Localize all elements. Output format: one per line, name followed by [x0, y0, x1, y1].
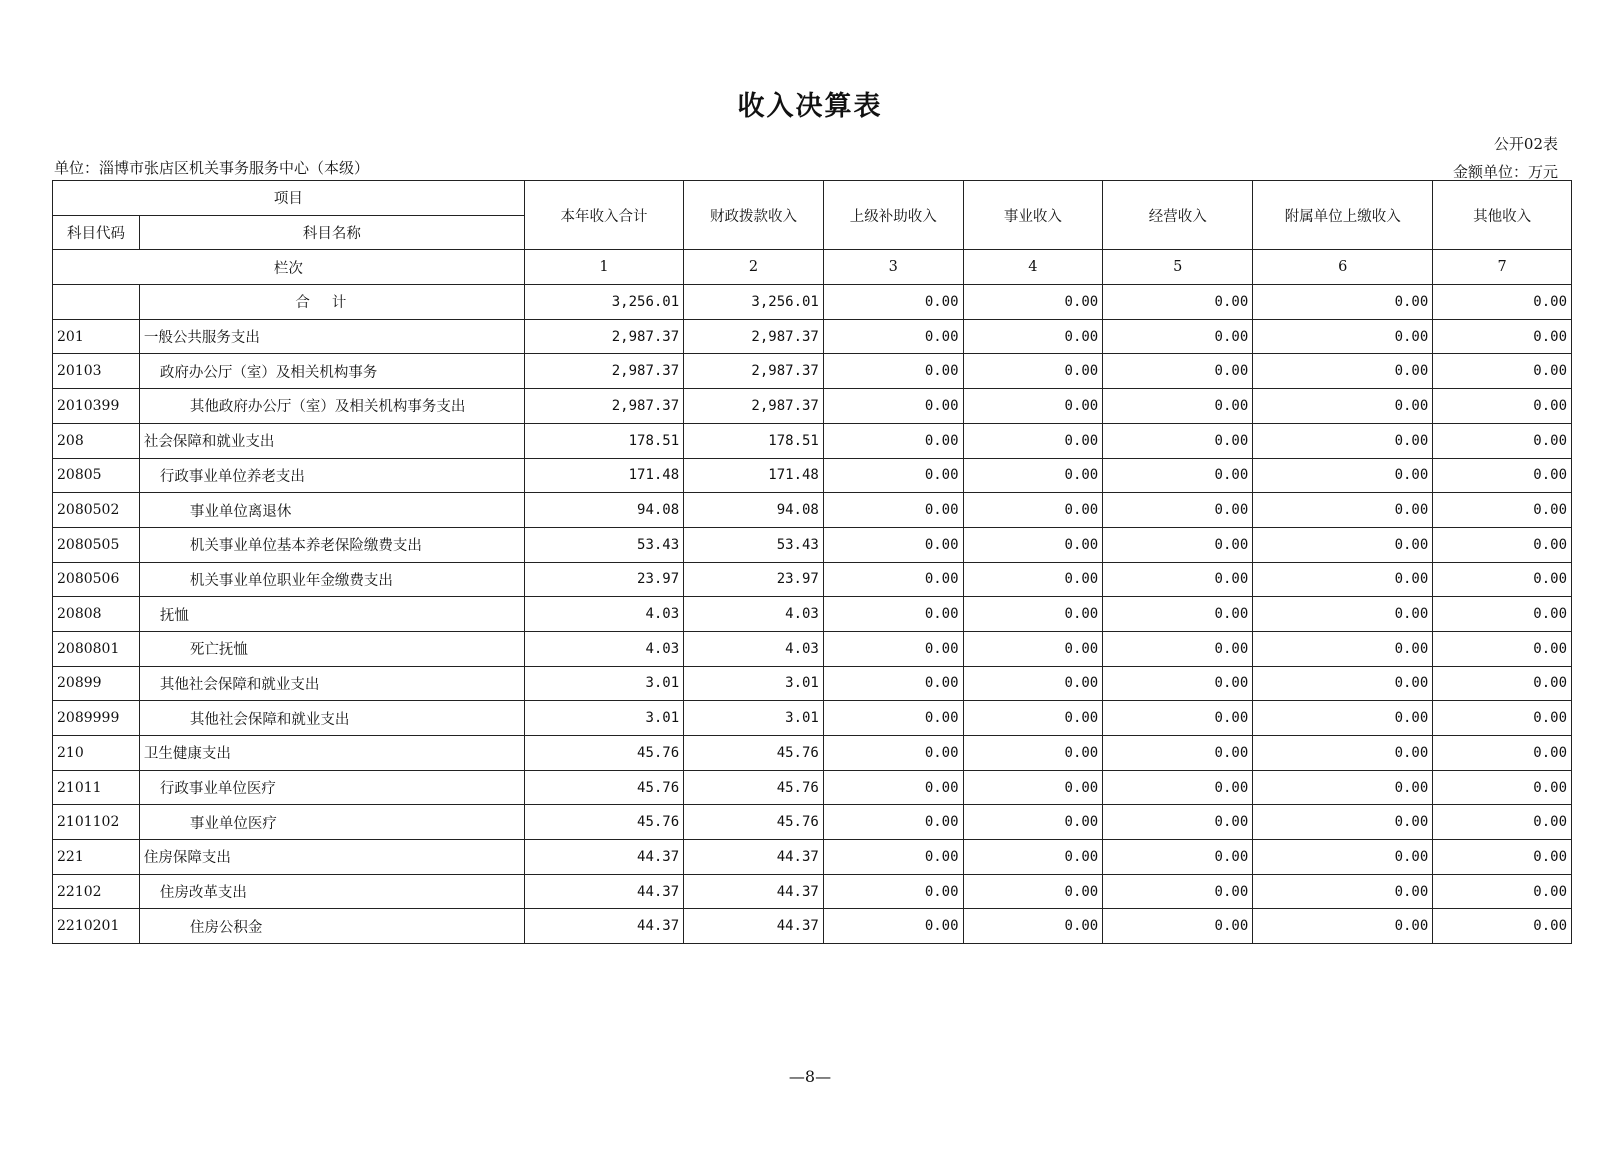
amount-cell: 45.76: [524, 736, 683, 771]
amount-cell: 2,987.37: [684, 354, 824, 389]
table-row: [53, 840, 1572, 875]
subject-name: 机关事业单位职业年金缴费支出: [139, 562, 524, 597]
subject-code: 2089999: [53, 701, 140, 736]
amount-cell: 0.00: [1253, 319, 1433, 354]
subject-name: 事业单位医疗: [139, 805, 524, 840]
amount-cell: 4.03: [684, 631, 824, 666]
amount-cell: 44.37: [524, 840, 683, 875]
subject-code: 2210201: [53, 909, 140, 944]
amount-cell: 0.00: [1253, 805, 1433, 840]
amount-cell: 23.97: [524, 562, 683, 597]
amount-cell: 0.00: [1433, 597, 1572, 632]
amount-cell: 0.00: [1433, 389, 1572, 424]
amount-cell: 0.00: [1253, 354, 1433, 389]
amount-cell: 44.37: [684, 909, 824, 944]
amount-cell: 0.00: [1103, 319, 1253, 354]
amount-cell: 0.00: [1433, 736, 1572, 771]
amount-cell: 0.00: [1103, 874, 1253, 909]
subject-name: 其他社会保障和就业支出: [139, 666, 524, 701]
column-number: 3: [823, 250, 963, 285]
amount-cell: 0.00: [963, 631, 1103, 666]
col-header-4: 事业收入: [963, 181, 1103, 250]
amount-cell: 0.00: [823, 493, 963, 528]
subject-code: 20103: [53, 354, 140, 389]
amount-cell: 0.00: [823, 770, 963, 805]
amount-cell: 0.00: [1103, 909, 1253, 944]
amount-cell: 3.01: [524, 701, 683, 736]
amount-cell: 0.00: [1433, 770, 1572, 805]
amount-cell: 178.51: [524, 423, 683, 458]
amount-cell: 2,987.37: [524, 354, 683, 389]
amount-cell: 0.00: [1103, 805, 1253, 840]
table-row: [53, 493, 1572, 528]
amount-cell: 0.00: [963, 354, 1103, 389]
amount-cell: 0.00: [1253, 527, 1433, 562]
table-row: [53, 389, 1572, 424]
table-row: [53, 631, 1572, 666]
subject-name: 抚恤: [139, 597, 524, 632]
table-row: [53, 562, 1572, 597]
amount-cell: 0.00: [1433, 562, 1572, 597]
amount-cell: 45.76: [524, 770, 683, 805]
amount-cell: 45.76: [684, 770, 824, 805]
amount-cell: 0.00: [1253, 597, 1433, 632]
subject-code: 2080505: [53, 527, 140, 562]
table-row: [53, 805, 1572, 840]
amount-cell: 0.00: [823, 354, 963, 389]
amount-cell: 3.01: [684, 666, 824, 701]
amount-cell: 0.00: [1433, 423, 1572, 458]
amount-cell: 0.00: [1253, 840, 1433, 875]
amount-cell: 178.51: [684, 423, 824, 458]
subject-code: 2101102: [53, 805, 140, 840]
amount-cell: 0.00: [963, 770, 1103, 805]
amount-cell: 0.00: [1253, 389, 1433, 424]
amount-cell: 0.00: [1253, 423, 1433, 458]
amount-cell: 0.00: [823, 389, 963, 424]
amount-cell: 0.00: [963, 493, 1103, 528]
table-row: [53, 527, 1572, 562]
total-value: 3,256.01: [524, 285, 683, 320]
amount-cell: 0.00: [963, 389, 1103, 424]
item-header: 项目: [53, 181, 525, 216]
amount-cell: 0.00: [963, 666, 1103, 701]
amount-cell: 0.00: [963, 805, 1103, 840]
amount-cell: 3.01: [524, 666, 683, 701]
amount-cell: 0.00: [1253, 909, 1433, 944]
total-value: 0.00: [963, 285, 1103, 320]
amount-cell: 0.00: [823, 319, 963, 354]
total-value: 0.00: [1433, 285, 1572, 320]
amount-cell: 0.00: [1103, 840, 1253, 875]
amount-cell: 0.00: [823, 805, 963, 840]
subject-name: 其他社会保障和就业支出: [139, 701, 524, 736]
amount-cell: 0.00: [1103, 597, 1253, 632]
amount-cell: 0.00: [823, 909, 963, 944]
amount-cell: 0.00: [823, 597, 963, 632]
amount-cell: 0.00: [823, 701, 963, 736]
subject-code: 20808: [53, 597, 140, 632]
amount-cell: 0.00: [963, 909, 1103, 944]
amount-cell: 0.00: [963, 319, 1103, 354]
amount-cell: 2,987.37: [684, 319, 824, 354]
amount-cell: 0.00: [1433, 319, 1572, 354]
amount-cell: 0.00: [1103, 389, 1253, 424]
amount-cell: 0.00: [1253, 631, 1433, 666]
amount-cell: 0.00: [1253, 666, 1433, 701]
amount-cell: 171.48: [524, 458, 683, 493]
subject-name: 其他政府办公厅（室）及相关机构事务支出: [139, 389, 524, 424]
table-body: [53, 250, 1572, 944]
table-row: [53, 701, 1572, 736]
subject-name: 住房保障支出: [139, 840, 524, 875]
amount-cell: 4.03: [684, 597, 824, 632]
reporting-unit: 单位：淄博市张店区机关事务服务中心（本级）: [54, 159, 370, 177]
amount-cell: 0.00: [823, 527, 963, 562]
table-row: [53, 874, 1572, 909]
amount-cell: 0.00: [1253, 874, 1433, 909]
table-row: [53, 423, 1572, 458]
amount-cell: 0.00: [1253, 770, 1433, 805]
table-row: [53, 354, 1572, 389]
amount-cell: 45.76: [684, 736, 824, 771]
amount-cell: 0.00: [823, 562, 963, 597]
amount-cell: 0.00: [963, 597, 1103, 632]
total-value: 0.00: [1253, 285, 1433, 320]
column-number: 4: [963, 250, 1103, 285]
amount-cell: 0.00: [823, 874, 963, 909]
amount-cell: 0.00: [823, 458, 963, 493]
amount-cell: 2,987.37: [684, 389, 824, 424]
page-title: 收入决算表: [737, 91, 883, 122]
name-header: 科目名称: [139, 215, 524, 250]
total-row: [53, 285, 1572, 320]
table-row: [53, 666, 1572, 701]
col-header-3: 上级补助收入: [823, 181, 963, 250]
amount-cell: 0.00: [1253, 736, 1433, 771]
subject-name: 政府办公厅（室）及相关机构事务: [139, 354, 524, 389]
amount-cell: 0.00: [963, 701, 1103, 736]
amount-cell: 0.00: [963, 874, 1103, 909]
table-row: [53, 597, 1572, 632]
amount-cell: 0.00: [823, 631, 963, 666]
amount-cell: 0.00: [1433, 874, 1572, 909]
page-number: —8—: [788, 1067, 832, 1086]
amount-cell: 44.37: [684, 840, 824, 875]
column-number: 6: [1253, 250, 1433, 285]
amount-cell: 0.00: [1103, 631, 1253, 666]
subject-code: 210: [53, 736, 140, 771]
subject-code: 208: [53, 423, 140, 458]
amount-cell: 0.00: [823, 423, 963, 458]
amount-cell: 53.43: [524, 527, 683, 562]
amount-cell: 2,987.37: [524, 389, 683, 424]
total-value: 0.00: [1103, 285, 1253, 320]
amount-cell: 0.00: [1103, 562, 1253, 597]
amount-cell: 94.08: [684, 493, 824, 528]
subject-code: 2080502: [53, 493, 140, 528]
table-row: [53, 736, 1572, 771]
subject-name: 事业单位离退休: [139, 493, 524, 528]
amount-cell: 0.00: [1433, 666, 1572, 701]
subject-name: 卫生健康支出: [139, 736, 524, 771]
amount-cell: 45.76: [524, 805, 683, 840]
amount-cell: 0.00: [1433, 701, 1572, 736]
subject-name: 住房公积金: [139, 909, 524, 944]
column-number-row: [53, 250, 1572, 285]
amount-cell: 0.00: [1433, 458, 1572, 493]
subject-name: 行政事业单位养老支出: [139, 458, 524, 493]
subject-code: 201: [53, 319, 140, 354]
subject-code: 2080506: [53, 562, 140, 597]
subject-name: 社会保障和就业支出: [139, 423, 524, 458]
amount-cell: 0.00: [963, 458, 1103, 493]
col-header-7: 其他收入: [1433, 181, 1572, 250]
amount-cell: 94.08: [524, 493, 683, 528]
amount-cell: 0.00: [1103, 423, 1253, 458]
amount-cell: 0.00: [1253, 493, 1433, 528]
amount-cell: 0.00: [963, 562, 1103, 597]
table-row: [53, 458, 1572, 493]
row-label: 栏次: [53, 250, 525, 285]
amount-cell: 4.03: [524, 631, 683, 666]
col-header-6: 附属单位上缴收入: [1253, 181, 1433, 250]
amount-cell: 45.76: [684, 805, 824, 840]
subject-code: 20805: [53, 458, 140, 493]
subject-name: 行政事业单位医疗: [139, 770, 524, 805]
amount-cell: 0.00: [1103, 493, 1253, 528]
amount-cell: 0.00: [963, 840, 1103, 875]
subject-name: 住房改革支出: [139, 874, 524, 909]
amount-cell: 0.00: [823, 736, 963, 771]
amount-cell: 171.48: [684, 458, 824, 493]
amount-cell: 44.37: [524, 909, 683, 944]
col-header-1: 本年收入合计: [524, 181, 683, 250]
column-number: 1: [524, 250, 683, 285]
amount-cell: 0.00: [1433, 354, 1572, 389]
amount-cell: 0.00: [1433, 493, 1572, 528]
col-header-2: 财政拨款收入: [684, 181, 824, 250]
amount-cell: 0.00: [823, 840, 963, 875]
total-value: 3,256.01: [684, 285, 824, 320]
amount-cell: 0.00: [1433, 805, 1572, 840]
amount-cell: 0.00: [1103, 736, 1253, 771]
subject-code: 20899: [53, 666, 140, 701]
total-code-cell: [53, 285, 140, 320]
table-row: [53, 319, 1572, 354]
subject-code: 2010399: [53, 389, 140, 424]
subject-code: 21011: [53, 770, 140, 805]
amount-cell: 0.00: [1433, 527, 1572, 562]
amount-cell: 0.00: [823, 666, 963, 701]
amount-cell: 0.00: [1103, 770, 1253, 805]
column-number: 5: [1103, 250, 1253, 285]
amount-cell: 3.01: [684, 701, 824, 736]
subject-name: 机关事业单位基本养老保险缴费支出: [139, 527, 524, 562]
subject-code: 22102: [53, 874, 140, 909]
amount-cell: 0.00: [963, 736, 1103, 771]
amount-cell: 0.00: [1103, 527, 1253, 562]
amount-cell: 23.97: [684, 562, 824, 597]
amount-cell: 0.00: [1103, 458, 1253, 493]
amount-cell: 53.43: [684, 527, 824, 562]
subject-name: 死亡抚恤: [139, 631, 524, 666]
amount-cell: 0.00: [1103, 354, 1253, 389]
table-row: [53, 770, 1572, 805]
col-header-5: 经营收入: [1103, 181, 1253, 250]
amount-cell: 0.00: [1253, 701, 1433, 736]
table-row: [53, 909, 1572, 944]
subject-code: 2080801: [53, 631, 140, 666]
income-report-table: [52, 180, 1572, 944]
amount-cell: 2,987.37: [524, 319, 683, 354]
form-code: 公开02表: [1493, 135, 1558, 153]
code-header: 科目代码: [53, 215, 140, 250]
amount-cell: 0.00: [1103, 666, 1253, 701]
total-value: 0.00: [823, 285, 963, 320]
subject-name: 一般公共服务支出: [139, 319, 524, 354]
amount-cell: 0.00: [1433, 840, 1572, 875]
amount-cell: 0.00: [1103, 701, 1253, 736]
amount-cell: 0.00: [1253, 562, 1433, 597]
column-number: 2: [684, 250, 824, 285]
amount-cell: 0.00: [963, 423, 1103, 458]
subject-code: 221: [53, 840, 140, 875]
amount-cell: 0.00: [1433, 909, 1572, 944]
amount-unit: 金额单位：万元: [1452, 163, 1558, 181]
amount-cell: 44.37: [684, 874, 824, 909]
amount-cell: 0.00: [1253, 458, 1433, 493]
total-label: 合计: [139, 285, 524, 320]
amount-cell: 4.03: [524, 597, 683, 632]
amount-cell: 0.00: [963, 527, 1103, 562]
amount-cell: 44.37: [524, 874, 683, 909]
column-number: 7: [1433, 250, 1572, 285]
amount-cell: 0.00: [1433, 631, 1572, 666]
